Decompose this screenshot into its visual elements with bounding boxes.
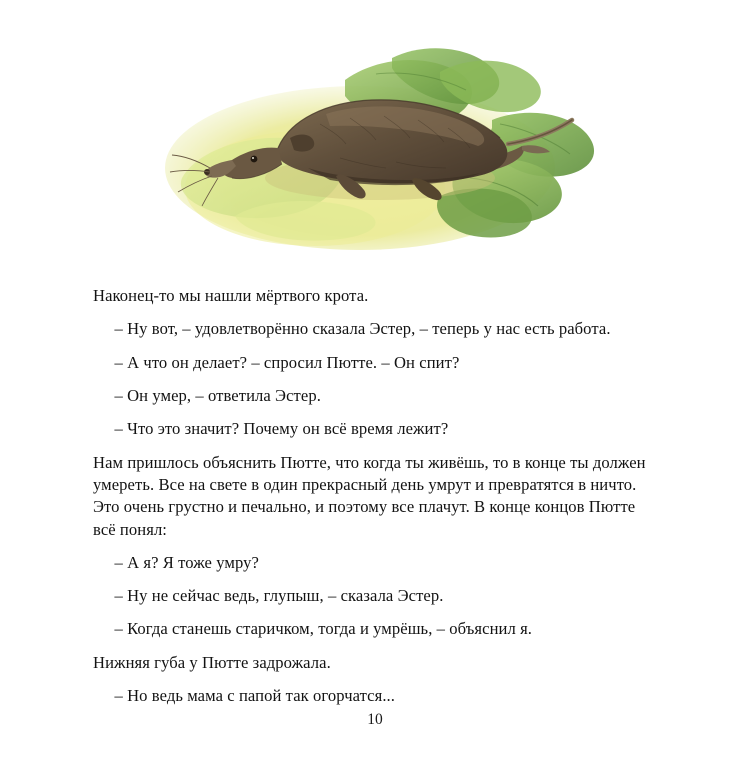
paragraph: – А что он делает? – спросил Пютте. – Он спит? bbox=[114, 352, 460, 372]
paragraph: – Когда станешь старичком, тогда и умрёшь, – объяснил я. bbox=[114, 619, 533, 639]
illustration-shrew-on-leaves bbox=[140, 28, 610, 263]
paragraph: Нам пришлось объяснить Пютте, что когда ты живёшь, то в конце ты должен умереть. Все на свете в один прекрасный день умрут и превратятся в ничто. Это очень грустно и печально, и поэтому все плачут. В конце концов Пютте всё понял: bbox=[93, 452, 646, 539]
paragraph: – Ну вот, – удовлетворённо сказала Эстер, – теперь у нас есть работа. bbox=[114, 319, 611, 339]
paragraph: Нижняя губа у Пютте задрожала. bbox=[93, 652, 331, 672]
paragraph: – Ну не сейчас ведь, глупыш, – сказала Эстер. bbox=[114, 586, 444, 606]
paragraph: Наконец-то мы нашли мёртвого крота. bbox=[93, 286, 369, 305]
page-text-body bbox=[93, 285, 658, 718]
page-number: 10 bbox=[367, 711, 383, 728]
paragraph: – Он умер, – ответила Эстер. bbox=[114, 385, 321, 405]
paragraph: – А я? Я тоже умру? bbox=[114, 552, 259, 572]
paragraph: – Что это значит? Почему он всё время лежит? bbox=[114, 419, 449, 439]
paragraph: – Но ведь мама с папой так огорчатся... bbox=[114, 686, 396, 706]
